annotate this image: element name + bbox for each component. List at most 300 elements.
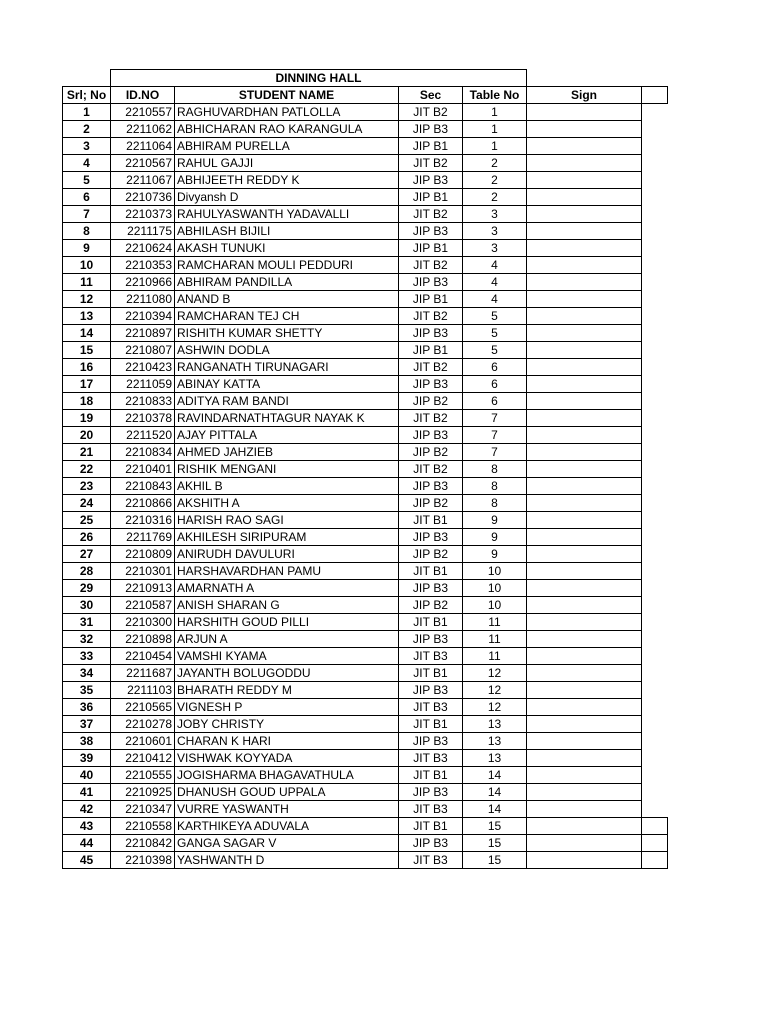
- sec-cell: JIP B1: [399, 291, 463, 308]
- srl-cell: 2: [63, 121, 111, 138]
- table-no-cell: 9: [463, 546, 527, 563]
- name-cell: AKSHITH A: [175, 495, 399, 512]
- id-cell: 2210401: [111, 461, 175, 478]
- table-row: [63, 410, 668, 427]
- header-srl: Srl; No: [63, 87, 111, 104]
- table-row: [63, 733, 668, 750]
- srl-cell: 41: [63, 784, 111, 801]
- table-no-cell: 13: [463, 733, 527, 750]
- table-no-cell: 1: [463, 121, 527, 138]
- srl-cell: 5: [63, 172, 111, 189]
- srl-cell: 43: [63, 818, 111, 835]
- extra-cell: [642, 682, 668, 699]
- id-cell: 2210567: [111, 155, 175, 172]
- id-cell: 2210866: [111, 495, 175, 512]
- table-row: [63, 393, 668, 410]
- table-no-cell: 15: [463, 852, 527, 869]
- srl-cell: 1: [63, 104, 111, 121]
- id-cell: 2211067: [111, 172, 175, 189]
- srl-cell: 38: [63, 733, 111, 750]
- extra-cell: [642, 529, 668, 546]
- table-no-cell: 14: [463, 767, 527, 784]
- sec-cell: JIP B1: [399, 138, 463, 155]
- table-no-cell: 13: [463, 750, 527, 767]
- table-row: [63, 359, 668, 376]
- srl-cell: 3: [63, 138, 111, 155]
- srl-cell: 24: [63, 495, 111, 512]
- table-no-cell: 14: [463, 784, 527, 801]
- extra-cell: [642, 138, 668, 155]
- sec-cell: JIP B2: [399, 597, 463, 614]
- extra-cell: [642, 648, 668, 665]
- srl-cell: 40: [63, 767, 111, 784]
- id-cell: 2210555: [111, 767, 175, 784]
- table-no-cell: 2: [463, 155, 527, 172]
- id-cell: 2210587: [111, 597, 175, 614]
- sign-cell: [527, 342, 642, 359]
- id-cell: 2210913: [111, 580, 175, 597]
- srl-cell: 29: [63, 580, 111, 597]
- extra-cell: [642, 614, 668, 631]
- sign-cell: [527, 257, 642, 274]
- srl-cell: 21: [63, 444, 111, 461]
- sec-cell: JIP B3: [399, 835, 463, 852]
- extra-cell: [642, 444, 668, 461]
- srl-cell: 26: [63, 529, 111, 546]
- sign-cell: [527, 223, 642, 240]
- id-cell: 2210398: [111, 852, 175, 869]
- sec-cell: JIT B3: [399, 750, 463, 767]
- table-row: [63, 172, 668, 189]
- table-row: [63, 631, 668, 648]
- sec-cell: JIT B2: [399, 257, 463, 274]
- sign-cell: [527, 427, 642, 444]
- srl-cell: 7: [63, 206, 111, 223]
- table-no-cell: 2: [463, 172, 527, 189]
- extra-cell: [642, 291, 668, 308]
- sign-cell: [527, 648, 642, 665]
- name-cell: VIGNESH P: [175, 699, 399, 716]
- name-cell: RANGANATH TIRUNAGARI: [175, 359, 399, 376]
- sign-cell: [527, 665, 642, 682]
- id-cell: 2210353: [111, 257, 175, 274]
- table-no-cell: 11: [463, 648, 527, 665]
- table-row: [63, 716, 668, 733]
- table-row: [63, 308, 668, 325]
- extra-cell: [642, 172, 668, 189]
- table-row: [63, 206, 668, 223]
- table-no-cell: 3: [463, 240, 527, 257]
- table-no-cell: 8: [463, 495, 527, 512]
- sec-cell: JIP B2: [399, 546, 463, 563]
- extra-cell: [642, 240, 668, 257]
- table-no-cell: 9: [463, 529, 527, 546]
- id-cell: 2211103: [111, 682, 175, 699]
- id-cell: 2210834: [111, 444, 175, 461]
- id-cell: 2210557: [111, 104, 175, 121]
- sign-cell: [527, 512, 642, 529]
- srl-cell: 10: [63, 257, 111, 274]
- table-no-cell: 10: [463, 563, 527, 580]
- table-no-cell: 10: [463, 580, 527, 597]
- srl-cell: 6: [63, 189, 111, 206]
- sign-cell: [527, 784, 642, 801]
- table-row: [63, 155, 668, 172]
- extra-cell: [642, 478, 668, 495]
- name-cell: RAVINDARNATHTAGUR NAYAK K: [175, 410, 399, 427]
- id-cell: 2211687: [111, 665, 175, 682]
- name-cell: BHARATH REDDY M: [175, 682, 399, 699]
- id-cell: 2210565: [111, 699, 175, 716]
- sign-cell: [527, 767, 642, 784]
- name-cell: ABHIJEETH REDDY K: [175, 172, 399, 189]
- extra-cell: [642, 359, 668, 376]
- sign-cell: [527, 206, 642, 223]
- sign-cell: [527, 597, 642, 614]
- table-row: [63, 138, 668, 155]
- table-row: [63, 240, 668, 257]
- sec-cell: JIP B3: [399, 121, 463, 138]
- sec-cell: JIP B2: [399, 444, 463, 461]
- name-cell: ABHIRAM PURELLA: [175, 138, 399, 155]
- table-no-cell: 1: [463, 104, 527, 121]
- table-no-cell: 7: [463, 410, 527, 427]
- extra-cell: [642, 835, 668, 852]
- sign-cell: [527, 716, 642, 733]
- extra-cell: [642, 155, 668, 172]
- name-cell: KARTHIKEYA ADUVALA: [175, 818, 399, 835]
- srl-cell: 18: [63, 393, 111, 410]
- srl-cell: 39: [63, 750, 111, 767]
- sign-cell: [527, 308, 642, 325]
- table-no-cell: 4: [463, 274, 527, 291]
- sign-cell: [527, 733, 642, 750]
- name-cell: ASHWIN DODLA: [175, 342, 399, 359]
- sign-cell: [527, 835, 642, 852]
- sign-cell: [527, 461, 642, 478]
- sign-cell: [527, 682, 642, 699]
- extra-cell: [642, 818, 668, 835]
- srl-cell: 42: [63, 801, 111, 818]
- sign-cell: [527, 529, 642, 546]
- extra-cell: [642, 257, 668, 274]
- id-cell: 2210897: [111, 325, 175, 342]
- sec-cell: JIT B2: [399, 308, 463, 325]
- extra-cell: [642, 852, 668, 869]
- srl-cell: 14: [63, 325, 111, 342]
- table-no-cell: 15: [463, 835, 527, 852]
- srl-cell: 9: [63, 240, 111, 257]
- srl-cell: 25: [63, 512, 111, 529]
- table-no-cell: 15: [463, 818, 527, 835]
- table-no-cell: 6: [463, 359, 527, 376]
- table-no-cell: 12: [463, 699, 527, 716]
- srl-cell: 31: [63, 614, 111, 631]
- name-cell: ABHICHARAN RAO KARANGULA: [175, 121, 399, 138]
- table-no-cell: 13: [463, 716, 527, 733]
- table-row: [63, 614, 668, 631]
- title-row: [63, 70, 668, 87]
- sec-cell: JIP B3: [399, 784, 463, 801]
- name-cell: JOGISHARMA BHAGAVATHULA: [175, 767, 399, 784]
- sign-cell: [527, 614, 642, 631]
- srl-cell: 8: [63, 223, 111, 240]
- table-title: DINNING HALL: [111, 70, 527, 87]
- header-row: [63, 87, 668, 104]
- extra-cell: [642, 376, 668, 393]
- table-row: [63, 189, 668, 206]
- table-no-cell: 11: [463, 614, 527, 631]
- sec-cell: JIT B3: [399, 648, 463, 665]
- id-cell: 2210412: [111, 750, 175, 767]
- sign-cell: [527, 750, 642, 767]
- dining-hall-table: [62, 69, 668, 869]
- id-cell: 2210394: [111, 308, 175, 325]
- table-row: [63, 563, 668, 580]
- name-cell: AKASH TUNUKI: [175, 240, 399, 257]
- sign-cell: [527, 376, 642, 393]
- table-no-cell: 2: [463, 189, 527, 206]
- extra-cell: [642, 665, 668, 682]
- table-row: [63, 580, 668, 597]
- extra-cell: [642, 597, 668, 614]
- name-cell: JAYANTH BOLUGODDU: [175, 665, 399, 682]
- id-cell: 2210558: [111, 818, 175, 835]
- sec-cell: JIT B1: [399, 665, 463, 682]
- extra-cell: [642, 716, 668, 733]
- table-row: [63, 291, 668, 308]
- srl-cell: 30: [63, 597, 111, 614]
- sign-cell: [527, 699, 642, 716]
- srl-cell: 13: [63, 308, 111, 325]
- blank-cell: [642, 70, 668, 87]
- header-sec: Sec: [399, 87, 463, 104]
- sign-cell: [527, 478, 642, 495]
- sec-cell: JIP B3: [399, 274, 463, 291]
- id-cell: 2210842: [111, 835, 175, 852]
- name-cell: AJAY PITTALA: [175, 427, 399, 444]
- table-row: [63, 427, 668, 444]
- table-no-cell: 8: [463, 478, 527, 495]
- table-row: [63, 648, 668, 665]
- srl-cell: 27: [63, 546, 111, 563]
- name-cell: ADITYA RAM BANDI: [175, 393, 399, 410]
- srl-cell: 45: [63, 852, 111, 869]
- sign-cell: [527, 240, 642, 257]
- table-no-cell: 5: [463, 325, 527, 342]
- name-cell: ABINAY KATTA: [175, 376, 399, 393]
- blank-cell: [63, 70, 111, 87]
- sec-cell: JIP B2: [399, 393, 463, 410]
- extra-cell: [642, 393, 668, 410]
- table-row: [63, 750, 668, 767]
- sign-cell: [527, 172, 642, 189]
- name-cell: DHANUSH GOUD UPPALA: [175, 784, 399, 801]
- name-cell: ANIRUDH DAVULURI: [175, 546, 399, 563]
- sec-cell: JIP B3: [399, 580, 463, 597]
- id-cell: 2211769: [111, 529, 175, 546]
- id-cell: 2210378: [111, 410, 175, 427]
- id-cell: 2210601: [111, 733, 175, 750]
- id-cell: 2210300: [111, 614, 175, 631]
- id-cell: 2210423: [111, 359, 175, 376]
- id-cell: 2211080: [111, 291, 175, 308]
- table-row: [63, 223, 668, 240]
- name-cell: VURRE YASWANTH: [175, 801, 399, 818]
- sec-cell: JIT B2: [399, 410, 463, 427]
- table-no-cell: 1: [463, 138, 527, 155]
- table-no-cell: 8: [463, 461, 527, 478]
- extra-cell: [642, 121, 668, 138]
- table-row: [63, 325, 668, 342]
- id-cell: 2210898: [111, 631, 175, 648]
- extra-cell: [642, 784, 668, 801]
- table-no-cell: 10: [463, 597, 527, 614]
- srl-cell: 35: [63, 682, 111, 699]
- id-cell: 2210925: [111, 784, 175, 801]
- srl-cell: 36: [63, 699, 111, 716]
- name-cell: RAGHUVARDHAN PATLOLLA: [175, 104, 399, 121]
- header-extra: [642, 87, 668, 104]
- sign-cell: [527, 189, 642, 206]
- extra-cell: [642, 801, 668, 818]
- sec-cell: JIP B3: [399, 529, 463, 546]
- sign-cell: [527, 138, 642, 155]
- sec-cell: JIP B3: [399, 223, 463, 240]
- sign-cell: [527, 631, 642, 648]
- extra-cell: [642, 325, 668, 342]
- sec-cell: JIP B1: [399, 189, 463, 206]
- sign-cell: [527, 274, 642, 291]
- sign-cell: [527, 393, 642, 410]
- name-cell: AKHIL B: [175, 478, 399, 495]
- sign-cell: [527, 359, 642, 376]
- table-row: [63, 257, 668, 274]
- extra-cell: [642, 546, 668, 563]
- table-no-cell: 6: [463, 393, 527, 410]
- id-cell: 2210736: [111, 189, 175, 206]
- id-cell: 2210966: [111, 274, 175, 291]
- sec-cell: JIT B2: [399, 461, 463, 478]
- table-row: [63, 529, 668, 546]
- sign-cell: [527, 155, 642, 172]
- id-cell: 2211059: [111, 376, 175, 393]
- extra-cell: [642, 495, 668, 512]
- table-no-cell: 3: [463, 223, 527, 240]
- name-cell: ABHILASH BIJILI: [175, 223, 399, 240]
- table-row: [63, 665, 668, 682]
- id-cell: 2210833: [111, 393, 175, 410]
- extra-cell: [642, 563, 668, 580]
- srl-cell: 11: [63, 274, 111, 291]
- srl-cell: 22: [63, 461, 111, 478]
- sec-cell: JIT B2: [399, 359, 463, 376]
- table-row: [63, 597, 668, 614]
- srl-cell: 32: [63, 631, 111, 648]
- name-cell: GANGA SAGAR V: [175, 835, 399, 852]
- extra-cell: [642, 206, 668, 223]
- sign-cell: [527, 563, 642, 580]
- name-cell: AHMED JAHZIEB: [175, 444, 399, 461]
- name-cell: ABHIRAM PANDILLA: [175, 274, 399, 291]
- sec-cell: JIP B3: [399, 682, 463, 699]
- name-cell: RAMCHARAN TEJ CH: [175, 308, 399, 325]
- table-no-cell: 7: [463, 427, 527, 444]
- table-row: [63, 461, 668, 478]
- table-row: [63, 682, 668, 699]
- sec-cell: JIP B3: [399, 733, 463, 750]
- sec-cell: JIT B2: [399, 104, 463, 121]
- id-cell: 2210624: [111, 240, 175, 257]
- extra-cell: [642, 189, 668, 206]
- header-id: ID.NO: [111, 87, 175, 104]
- extra-cell: [642, 410, 668, 427]
- table-row: [63, 121, 668, 138]
- table-row: [63, 495, 668, 512]
- extra-cell: [642, 750, 668, 767]
- table-row: [63, 818, 668, 835]
- extra-cell: [642, 580, 668, 597]
- sec-cell: JIT B1: [399, 512, 463, 529]
- extra-cell: [642, 427, 668, 444]
- name-cell: VISHWAK KOYYADA: [175, 750, 399, 767]
- table-no-cell: 5: [463, 342, 527, 359]
- name-cell: HARSHITH GOUD PILLI: [175, 614, 399, 631]
- id-cell: 2210301: [111, 563, 175, 580]
- table-row: [63, 274, 668, 291]
- name-cell: ARJUN A: [175, 631, 399, 648]
- name-cell: RAMCHARAN MOULI PEDDURI: [175, 257, 399, 274]
- id-cell: 2211175: [111, 223, 175, 240]
- sec-cell: JIP B3: [399, 172, 463, 189]
- id-cell: 2211062: [111, 121, 175, 138]
- table-row: [63, 512, 668, 529]
- sec-cell: JIP B2: [399, 495, 463, 512]
- sec-cell: JIP B1: [399, 342, 463, 359]
- name-cell: RAHUL GAJJI: [175, 155, 399, 172]
- table-row: [63, 546, 668, 563]
- table-no-cell: 3: [463, 206, 527, 223]
- extra-cell: [642, 733, 668, 750]
- sec-cell: JIT B1: [399, 767, 463, 784]
- srl-cell: 28: [63, 563, 111, 580]
- srl-cell: 33: [63, 648, 111, 665]
- name-cell: AMARNATH A: [175, 580, 399, 597]
- srl-cell: 23: [63, 478, 111, 495]
- table-no-cell: 12: [463, 665, 527, 682]
- sec-cell: JIP B3: [399, 427, 463, 444]
- sec-cell: JIT B3: [399, 801, 463, 818]
- table-row: [63, 699, 668, 716]
- srl-cell: 19: [63, 410, 111, 427]
- id-cell: 2210843: [111, 478, 175, 495]
- srl-cell: 34: [63, 665, 111, 682]
- table-no-cell: 4: [463, 291, 527, 308]
- extra-cell: [642, 274, 668, 291]
- table-row: [63, 478, 668, 495]
- srl-cell: 12: [63, 291, 111, 308]
- table-row: [63, 342, 668, 359]
- extra-cell: [642, 461, 668, 478]
- srl-cell: 44: [63, 835, 111, 852]
- sec-cell: JIT B3: [399, 852, 463, 869]
- srl-cell: 16: [63, 359, 111, 376]
- sec-cell: JIP B3: [399, 478, 463, 495]
- name-cell: YASHWANTH D: [175, 852, 399, 869]
- name-cell: RISHIK MENGANI: [175, 461, 399, 478]
- sign-cell: [527, 291, 642, 308]
- sec-cell: JIT B1: [399, 563, 463, 580]
